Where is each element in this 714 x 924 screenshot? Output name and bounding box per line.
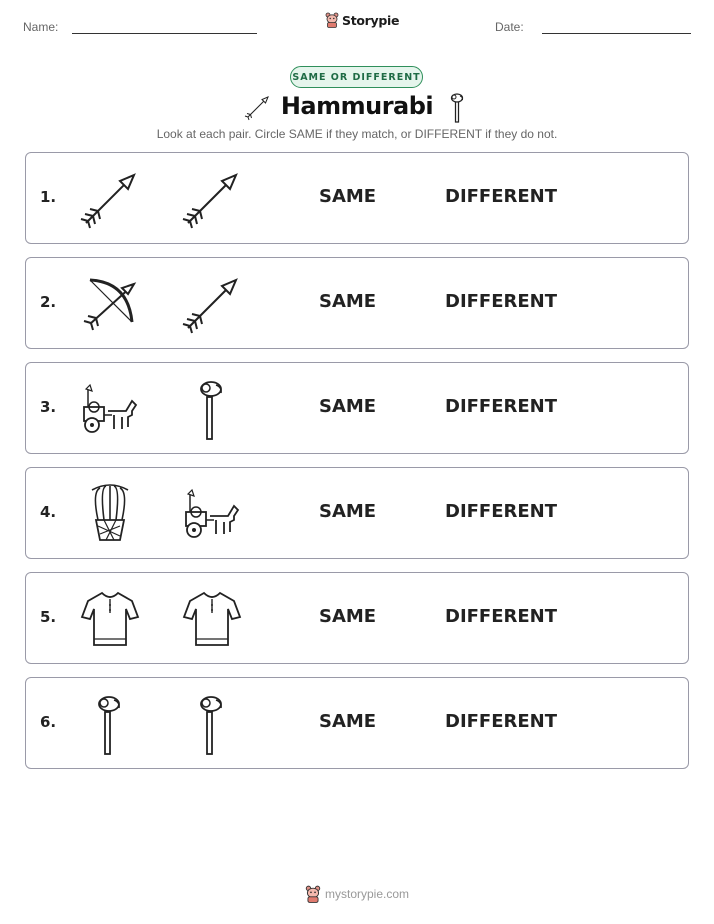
question-number: 1. — [40, 188, 57, 206]
name-label: Name: — [23, 20, 59, 34]
footer — [0, 885, 714, 903]
same-option[interactable]: SAME — [319, 396, 377, 417]
arrow-icon — [180, 272, 244, 336]
ram-staff-icon — [180, 692, 244, 756]
different-option[interactable]: DIFFERENT — [445, 606, 558, 627]
different-option[interactable]: DIFFERENT — [445, 186, 558, 207]
arrow-icon — [180, 167, 244, 231]
question-row — [25, 152, 689, 244]
same-option[interactable]: SAME — [319, 711, 377, 732]
question-number: 2. — [40, 293, 57, 311]
brand-logo — [325, 12, 399, 28]
ram-staff-icon — [78, 692, 142, 756]
date-line[interactable] — [542, 33, 691, 34]
same-option[interactable]: SAME — [319, 291, 377, 312]
question-row — [25, 257, 689, 349]
storypie-mascot-icon — [305, 885, 321, 903]
brand-name: Storypie — [342, 12, 400, 28]
ram-staff-icon — [445, 91, 469, 127]
question-number: 3. — [40, 398, 57, 416]
footer-url[interactable]: mystorypie.com — [324, 887, 410, 901]
date-label: Date: — [495, 20, 524, 34]
arrow-icon — [78, 167, 142, 231]
question-row — [25, 677, 689, 769]
worksheet-title: Hammurabi — [280, 92, 434, 120]
same-option[interactable]: SAME — [319, 186, 377, 207]
different-option[interactable]: DIFFERENT — [445, 501, 558, 522]
question-row — [25, 362, 689, 454]
question-row — [25, 467, 689, 559]
name-line[interactable] — [72, 33, 257, 34]
question-number: 4. — [40, 503, 57, 521]
different-option[interactable]: DIFFERENT — [445, 711, 558, 732]
storypie-mascot-icon — [325, 12, 339, 28]
same-option[interactable]: SAME — [319, 501, 377, 522]
ram-staff-icon — [180, 377, 244, 441]
wheat-basket-icon — [78, 482, 142, 546]
tunic-icon — [78, 587, 142, 651]
different-option[interactable]: DIFFERENT — [445, 396, 558, 417]
bow-and-arrow-icon — [78, 272, 142, 336]
question-number: 5. — [40, 608, 57, 626]
chariot-icon — [180, 482, 244, 546]
question-number: 6. — [40, 713, 57, 731]
activity-badge: SAME OR DIFFERENT — [290, 66, 423, 88]
question-row — [25, 572, 689, 664]
chariot-icon — [78, 377, 142, 441]
instructions: Look at each pair. Circle SAME if they match, or DIFFERENT if they do not. — [156, 127, 558, 141]
same-option[interactable]: SAME — [319, 606, 377, 627]
tunic-icon — [180, 587, 244, 651]
different-option[interactable]: DIFFERENT — [445, 291, 558, 312]
